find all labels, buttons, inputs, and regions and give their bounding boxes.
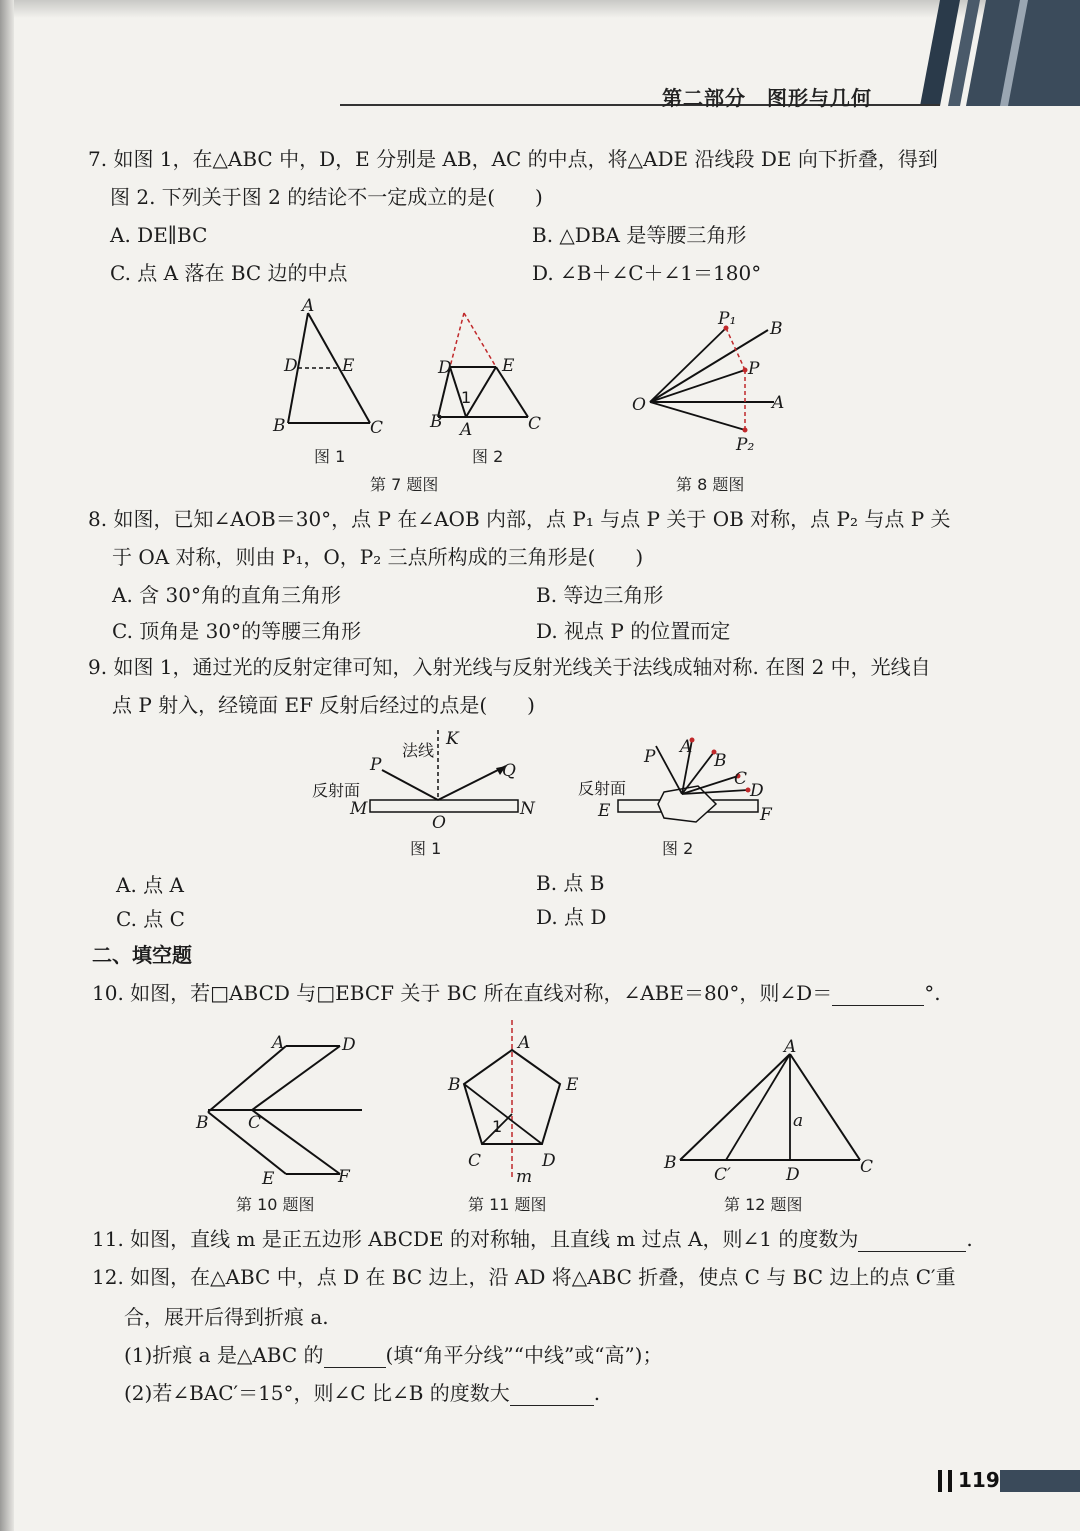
q11-answer-blank[interactable] [858, 1231, 966, 1252]
q7-option-c: C. 点 A 落在 BC 边的中点 [110, 261, 348, 285]
q8-line1: 8. 如图，已知∠AOB＝30°，点 P 在∠AOB 内部，点 P₁ 与点 P 关于 OB 对称，点 P₂ 与点 P 关 [88, 507, 951, 531]
q7f2-label-a: A [460, 420, 473, 440]
q8-option-d: D. 视点 P 的位置而定 [536, 619, 731, 643]
q8-label-a: A [772, 393, 785, 413]
q10-label-d: D [342, 1035, 356, 1055]
q9f2-label-p: P [644, 747, 656, 767]
page-number: 119 [958, 1468, 1000, 1492]
q7f2-label-angle1: 1 [461, 388, 472, 407]
q9f1-label-n: N [520, 799, 535, 819]
q8-label-b: B [770, 319, 783, 339]
q12-line2: 合，展开后得到折痕 a. [124, 1305, 329, 1329]
q9-fig2-caption: 图 2 [662, 839, 694, 858]
q7f2-label-b: B [430, 412, 443, 432]
q12-sub1-answer-blank[interactable] [324, 1347, 386, 1368]
q9-option-d: D. 点 D [536, 905, 607, 929]
q8-line2: 于 OA 对称，则由 P₁，O，P₂ 三点所构成的三角形是( ) [112, 545, 644, 569]
q8-label-p: P [748, 359, 760, 379]
q11-question: 11. 如图，直线 m 是正五边形 ABCDE 的对称轴，且直线 m 过点 A，则∠1 的度数为 [92, 1227, 859, 1251]
q12-sub1-suffix: (填“角平分线”“中线”或“高”)； [385, 1343, 663, 1367]
q7f2-label-c: C [528, 414, 542, 434]
q11-label-e: E [566, 1075, 579, 1095]
header-stripes-decoration [900, 0, 1080, 106]
q7f2-label-d: D [438, 358, 452, 378]
q7-line1: 7. 如图 1，在△ABC 中，D，E 分别是 AB，AC 的中点，将△ADE 沿线段 DE 向下折叠，得到 [88, 147, 938, 171]
q7-option-d: D. ∠B＋∠C＋∠1＝180° [532, 261, 762, 285]
q8-option-b: B. 等边三角形 [536, 583, 664, 607]
q7-fig2-caption: 图 2 [472, 447, 504, 466]
q11-label-b: B [448, 1075, 461, 1095]
q7f1-label-b: B [273, 416, 286, 436]
q12-sub2-answer-blank[interactable] [510, 1385, 594, 1406]
q12-label-a: A [784, 1037, 797, 1057]
q9f1-label-mirror: 反射面 [312, 781, 361, 800]
q9f1-label-q: Q [502, 761, 516, 781]
q9-line1: 9. 如图 1，通过光的反射定律可知，入射光线与反射光线关于法线成轴对称. 在图 2 中，光线自 [88, 655, 931, 679]
page-number-marker [938, 1470, 952, 1492]
q8-option-c: C. 顶角是 30°的等腰三角形 [112, 619, 362, 643]
q9f2-label-a: A [680, 737, 693, 757]
section-header: 第二部分 图形与几何 [662, 86, 872, 110]
q7-figure-1 [260, 295, 390, 445]
q9f2-label-e: E [598, 801, 611, 821]
q7f2-label-e: E [502, 356, 515, 376]
q9f1-label-o: O [432, 813, 446, 833]
q9f2-label-d: D [750, 781, 764, 801]
q11-figure [440, 1018, 590, 1188]
page-left-shadow [0, 0, 14, 1531]
q7-figure-caption: 第 7 题图 [370, 475, 439, 494]
q9-option-c: C. 点 C [116, 907, 185, 931]
q9-option-a: A. 点 A [116, 873, 184, 897]
q9f2-label-mirror: 反射面 [578, 779, 627, 798]
q9f1-label-k: K [446, 729, 459, 749]
q7f1-label-c: C [370, 418, 384, 438]
q9-figure-1 [310, 728, 540, 838]
q10-label-b: B [196, 1113, 209, 1133]
q7f1-label-e: E [342, 356, 355, 376]
q11-figure-caption: 第 11 题图 [468, 1195, 547, 1214]
q9f2-label-f: F [760, 805, 772, 825]
q7-figure-2 [430, 305, 550, 445]
q8-label-p2: P₂ [736, 435, 755, 455]
q7f1-label-a: A [302, 296, 315, 316]
q11-label-angle1: 1 [492, 1117, 503, 1136]
q8-option-a: A. 含 30°角的直角三角形 [112, 583, 341, 607]
q10-figure-caption: 第 10 题图 [236, 1195, 315, 1214]
q10-suffix: °. [924, 981, 941, 1005]
q10-label-c: C [248, 1113, 262, 1133]
q7-fig1-caption: 图 1 [314, 447, 346, 466]
q12-sub2 [124, 1380, 600, 1406]
q12-sub2-prefix: (2)若∠BAC′＝15°，则∠C 比∠B 的度数大 [124, 1381, 510, 1405]
q7-option-b: B. △DBA 是等腰三角形 [532, 223, 747, 247]
q12-figure [660, 1037, 880, 1190]
q9-fig1-caption: 图 1 [410, 839, 442, 858]
q12-label-cprime: C′ [714, 1165, 731, 1185]
q8-label-p1: P₁ [718, 309, 737, 329]
q12-sub2-suffix: . [593, 1381, 601, 1405]
q10-question: 10. 如图，若□ABCD 与□EBCF 关于 BC 所在直线对称，∠ABE＝80°，则∠D＝ [92, 981, 833, 1005]
q12-figure-caption: 第 12 题图 [724, 1195, 803, 1214]
q9-option-b: B. 点 B [536, 871, 605, 895]
q11-label-a: A [518, 1033, 531, 1053]
q7f1-label-d: D [284, 356, 298, 376]
q9f2-label-b: B [714, 751, 727, 771]
q7-line2: 图 2. 下列关于图 2 的结论不一定成立的是( ) [110, 185, 543, 209]
q8-figure [628, 306, 798, 456]
q9f1-label-m: M [350, 799, 368, 819]
q11-suffix: . [966, 1227, 973, 1251]
q12-line1: 12. 如图，在△ABC 中，点 D 在 BC 边上，沿 AD 将△ABC 折叠，使点 C 与 BC 边上的点 C′重 [92, 1265, 956, 1289]
q11-label-c: C [468, 1151, 482, 1171]
page-number-bar [1000, 1470, 1080, 1492]
q9f1-label-p: P [370, 755, 382, 775]
q10-text [92, 980, 941, 1006]
q11-label-d: D [542, 1151, 556, 1171]
q9-line2: 点 P 射入，经镜面 EF 反射后经过的点是( ) [112, 693, 535, 717]
q12-label-crease: a [793, 1111, 804, 1131]
q9-figure-2 [574, 732, 784, 832]
q10-figure [190, 1030, 370, 1190]
q9f2-label-c: C [734, 769, 748, 789]
q10-label-a: A [272, 1033, 285, 1053]
q12-label-b: B [664, 1153, 677, 1173]
q11-label-m: m [516, 1167, 533, 1187]
q12-sub1-prefix: (1)折痕 a 是△ABC 的 [124, 1343, 324, 1367]
q7-option-a: A. DE∥BC [110, 223, 208, 247]
q10-answer-blank[interactable] [832, 985, 924, 1006]
q12-label-c: C [860, 1157, 874, 1177]
q9f1-label-normal: 法线 [402, 741, 435, 760]
q11-text [92, 1226, 973, 1252]
q8-figure-caption: 第 8 题图 [676, 475, 745, 494]
section-fill-in-title: 二、填空题 [92, 943, 192, 967]
q12-sub1 [124, 1342, 662, 1368]
q12-label-d: D [786, 1165, 800, 1185]
q8-label-o: O [632, 395, 646, 415]
q10-label-f: F [338, 1167, 350, 1187]
q10-label-e: E [262, 1169, 275, 1189]
